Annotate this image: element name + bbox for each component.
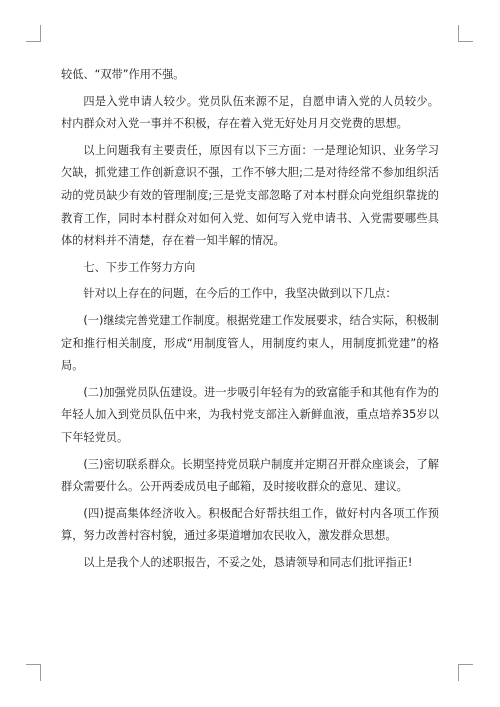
section-heading: 七、下步工作努力方向: [83, 260, 196, 274]
paragraph-item-1: (一)继续完善党建工作制度。根据党建工作发展要求，结合实际，积极制定和推行相关制度，形成“用制度管人，用制度约束人，用制度抓党建”的格局。: [61, 313, 439, 373]
crop-mark-top-left: [40, 25, 41, 42]
crop-mark-top-left: [26, 41, 41, 42]
paragraph-item-2: (二)加强党员队伍建设。进一步吸引年轻有为的致富能手和其他有作为的年轻人加入到党员队伍中来，为我村党支部注入新鲜血液，重点培养35岁以下年轻党员。: [61, 385, 439, 444]
crop-mark-bottom-left: [26, 664, 41, 665]
paragraph-item-4: (四)提高集体经济收入。积极配合好帮扶组工作，做好村内各项工作预算，努力改善村容村貌，通过多渠道增加农民收入，激发群众思想。: [61, 506, 439, 543]
paragraph-intro: 针对以上存在的问题，在今后的工作中，我坚决做到以下几点：: [83, 287, 397, 301]
paragraph-fourth-issue: 四是入党申请人较少。党员队伍来源不足，自愿申请入党的人员较少。村内群众对入党一事并不积极，存在着入党无好处月月交党费的思想。: [61, 94, 439, 131]
paragraph-item-3: (三)密切联系群众。长期坚持党员联户制度并定期召开群众座谈会，了解群众需要什么。公开两委成员电子邮箱，及时接收群众的意见、建议。: [61, 457, 439, 494]
paragraph-closing: 以上是我个人的述职报告，不妥之处，恳请领导和同志们批评指正!: [83, 555, 413, 569]
crop-mark-top-right: [458, 25, 459, 42]
paragraph-continuation: 较低、“双带”作用不强。: [61, 68, 185, 81]
document-body: [61, 64, 439, 574]
crop-mark-bottom-right: [458, 664, 473, 665]
paragraph-causes: 以上问题我有主要责任，原因有以下三方面：一是理论知识、业务学习欠缺，抓党建工作创新意识不强，工作不够大胆;二是对待经常不参加组织活动的党员缺少有效的管理制度;三是党支部忽略了对本村群众向党组织靠拢的教育工作，同时本村群众对如何入党、如何写入党申请书、入党需要哪些具体的材料并不清楚，存在着一知半解的情况。: [61, 143, 439, 248]
crop-mark-bottom-left: [40, 664, 41, 681]
crop-mark-top-right: [458, 41, 473, 42]
crop-mark-bottom-right: [458, 664, 459, 681]
